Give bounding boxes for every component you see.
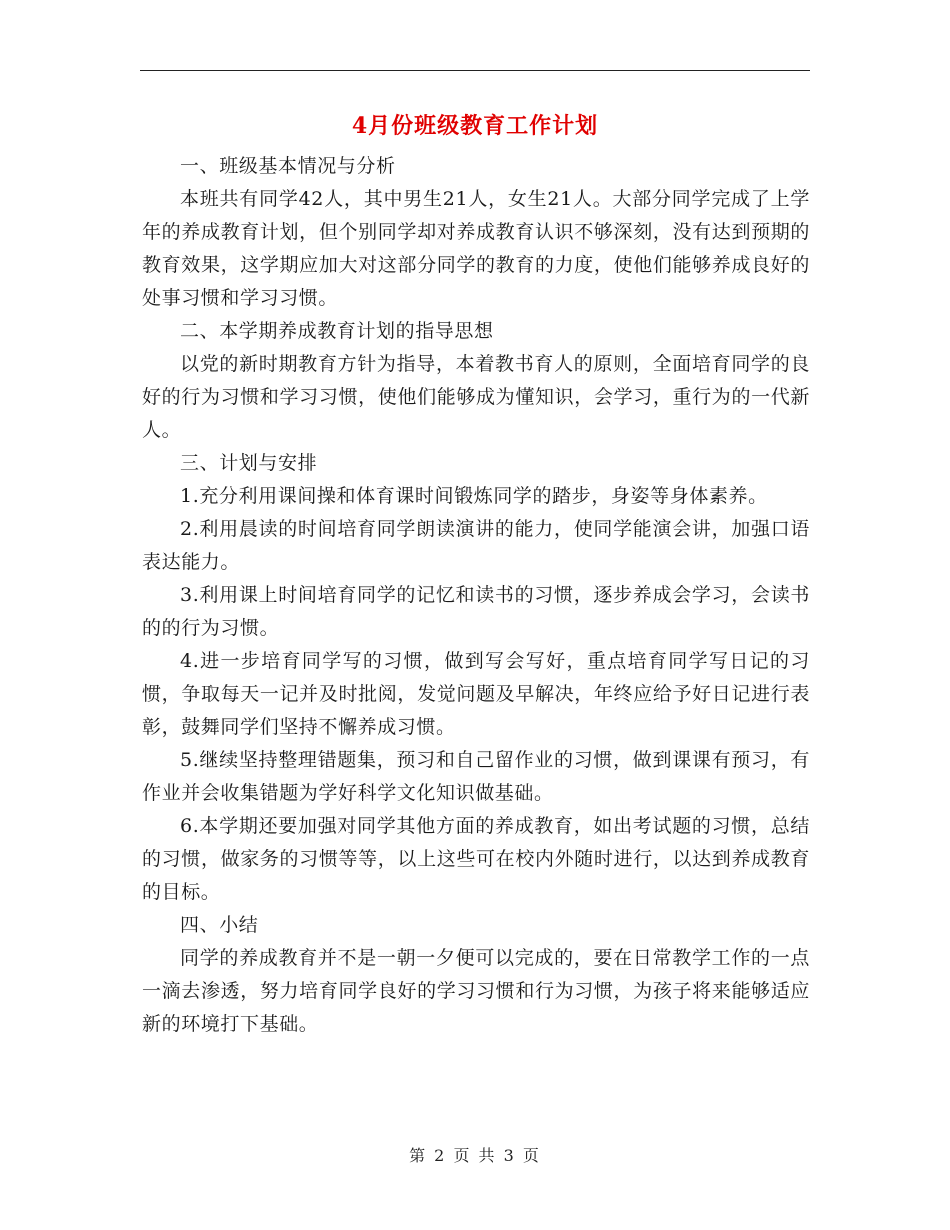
section-heading-2: 二、本学期养成教育计划的指导思想 xyxy=(180,320,494,342)
plan-item-4: 4.进一步培育同学写的习惯，做到写会写好，重点培育同学写日记的习惯，争取每天一记并及时批阅，发觉问题及早解决，年终应给予好日记进行表彰，鼓舞同学们坚持不懈养成习惯。 xyxy=(142,650,810,738)
plan-item-1: 1.充分利用课间操和体育课时间锻炼同学的踏步，身姿等身体素养。 xyxy=(180,485,768,507)
document-body xyxy=(142,150,810,1041)
paragraph-summary: 同学的养成教育并不是一朝一夕便可以完成的，要在日常教学工作的一点一滴去渗透，努力培育同学良好的学习习惯和行为习惯，为孩子将来能够适应新的环境打下基础。 xyxy=(142,947,810,1035)
paragraph-guiding-principle: 以党的新时期教育方针为指导，本着教书育人的原则，全面培育同学的良好的行为习惯和学习习惯，使他们能够成为懂知识，会学习，重行为的一代新人。 xyxy=(142,353,810,441)
plan-item-3: 3.利用课上时间培育同学的记忆和读书的习惯，逐步养成会学习，会读书的的行为习惯。 xyxy=(142,584,810,639)
section-heading-3: 三、计划与安排 xyxy=(180,452,318,474)
section-heading-4: 四、小结 xyxy=(180,914,259,936)
plan-item-5: 5.继续坚持整理错题集，预习和自己留作业的习惯，做到课课有预习，有作业并会收集错题为学好科学文化知识做基础。 xyxy=(142,749,810,804)
section-heading-1: 一、班级基本情况与分析 xyxy=(180,155,396,177)
plan-item-6: 6.本学期还要加强对同学其他方面的养成教育，如出考试题的习惯，总结的习惯，做家务的习惯等等，以上这些可在校内外随时进行，以达到养成教育的目标。 xyxy=(142,815,810,903)
plan-item-2: 2.利用晨读的时间培育同学朗读演讲的能力，使同学能演会讲，加强口语表达能力。 xyxy=(142,518,810,573)
header-rule xyxy=(140,70,810,71)
paragraph-class-overview: 本班共有同学42人，其中男生21人，女生21人。大部分同学完成了上学年的养成教育计划，但个别同学却对养成教育认识不够深刻，没有达到预期的教育效果，这学期应加大对这部分同学的教育的力度，使他们能够养成良好的处事习惯和学习习惯。 xyxy=(142,188,810,309)
document-title: 4月份班级教育工作计划 xyxy=(351,113,599,139)
page-number: 第 2 页 共 3 页 xyxy=(409,1146,541,1165)
